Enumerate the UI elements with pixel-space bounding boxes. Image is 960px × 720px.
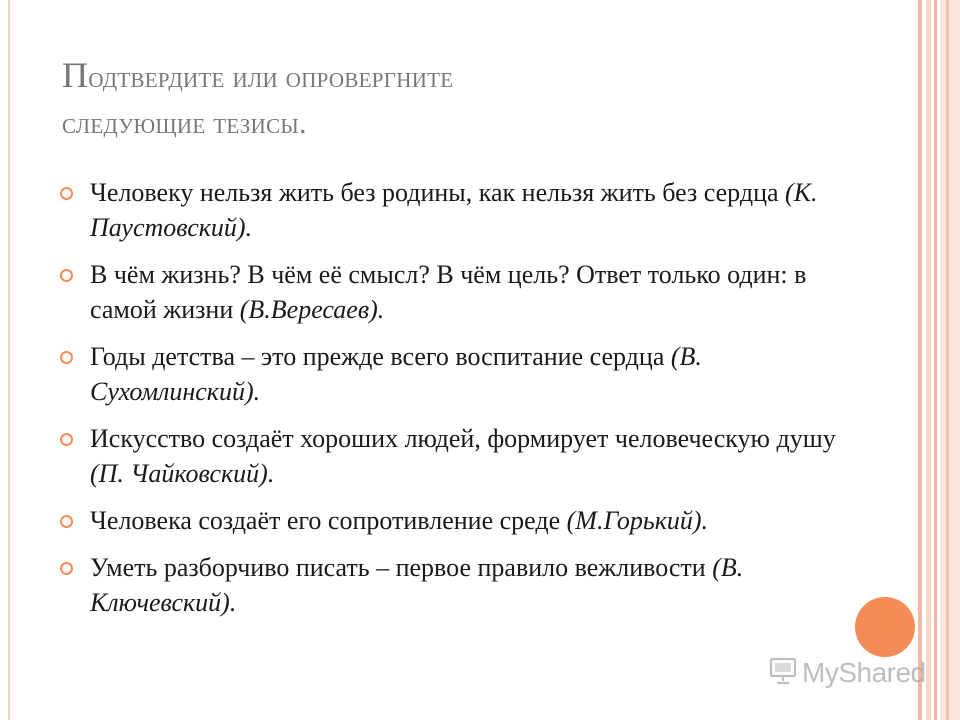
- thesis-text: Искусство создаёт хороших людей, формирует человеческую душу: [90, 424, 836, 453]
- right-decorative-band: [940, 0, 960, 720]
- watermark-label: MyShared: [802, 657, 926, 688]
- list-item: [60, 257, 860, 327]
- right-stripe-1: [918, 0, 922, 720]
- decorative-orange-circle: [855, 597, 915, 657]
- title-line-1-rest: одтвердите или опровергните: [88, 61, 454, 94]
- ring-bullet-icon: [60, 351, 73, 364]
- list-item: [60, 421, 860, 491]
- title-line-1: [62, 52, 822, 101]
- thesis-author: (В. Сухомлинский).: [90, 342, 702, 406]
- list-item: [60, 175, 860, 245]
- title-line-2: следующие тезисы.: [62, 107, 307, 140]
- thesis-text: В чём жизнь? В чём её смысл? В чём цель? Ответ только один: в самой жизни: [90, 260, 807, 324]
- thesis-author: (В. Ключевский).: [90, 553, 744, 617]
- ring-bullet-icon: [60, 433, 73, 446]
- thesis-author: (М.Горький).: [566, 506, 709, 535]
- right-stripe-4: [946, 0, 949, 720]
- thesis-text: Годы детства – это прежде всего воспитание сердца: [90, 342, 665, 371]
- slide-frame-left: [8, 0, 10, 720]
- right-stripe-3: [934, 0, 937, 720]
- thesis-text: Человека создаёт его сопротивление среде: [90, 506, 561, 535]
- thesis-author: (П. Чайковский).: [90, 459, 275, 488]
- thesis-list: [60, 175, 860, 632]
- list-item: [60, 503, 860, 538]
- ring-bullet-icon: [60, 562, 73, 575]
- ring-bullet-icon: [60, 269, 73, 282]
- list-item: [60, 339, 860, 409]
- thesis-text: Человеку нельзя жить без родины, как нельзя жить без сердца: [90, 178, 779, 207]
- thesis-text: Уметь разборчиво писать – первое правило вежливости: [90, 553, 706, 582]
- ring-bullet-icon: [60, 515, 73, 528]
- list-item: [60, 550, 860, 620]
- slide-title: [62, 52, 822, 147]
- ring-bullet-icon: [60, 187, 73, 200]
- thesis-author: (В.Вересаев).: [239, 295, 385, 324]
- watermark-logo: [768, 655, 926, 691]
- right-stripe-2: [926, 0, 931, 720]
- title-initial: П: [62, 55, 89, 95]
- projector-screen-icon: [768, 656, 798, 691]
- thesis-author: (К. Паустовский).: [90, 178, 818, 242]
